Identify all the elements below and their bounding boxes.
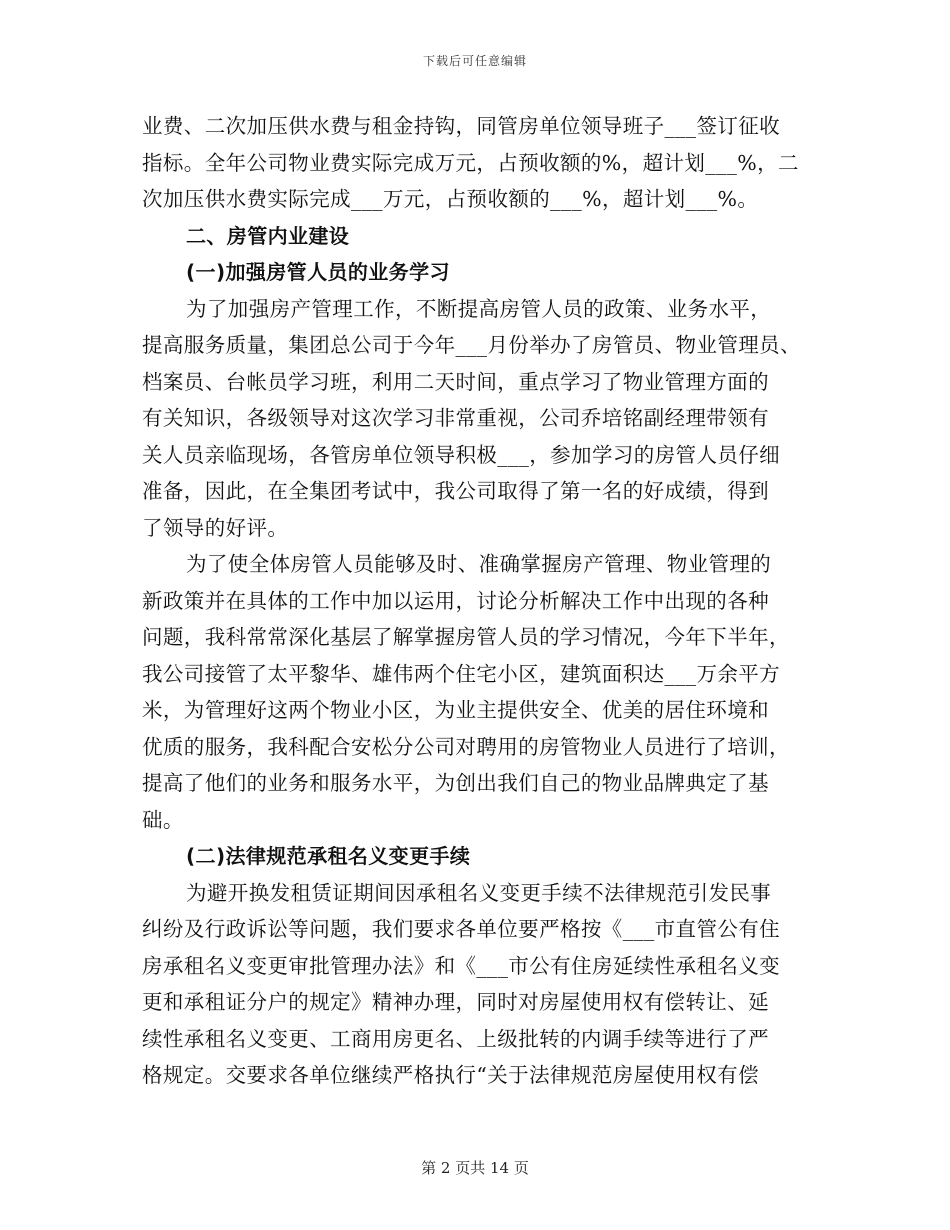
text-line: 新政策并在具体的工作中加以运用，讨论分析解决工作中出现的各种 — [142, 588, 769, 613]
page-footer: 第 2 页共 14 页 — [421, 1159, 529, 1177]
text-line: 优质的服务，我科配合安松分公司对聘用的房管物业人员进行了培训， — [142, 734, 790, 759]
text-line: 次加压供水费实际完成___万元，占预收额的___%，超计划___%。 — [142, 187, 759, 211]
text-line: 提高了他们的业务和服务水平，为创出我们自己的物业品牌典定了基 — [142, 771, 769, 795]
text-line: 续性承租名义变更、工商用房更名、上级批转的内调手续等进行了严 — [142, 1026, 769, 1051]
text-line: 我公司接管了太平黎华、雄伟两个住宅小区，建筑面积达___万余平方 — [142, 661, 781, 686]
text-line: 有关知识，各级领导对这次学习非常重视，公司乔培铭副经理带领有 — [142, 406, 769, 430]
section-heading: (一)加强房管人员的业务学习 — [186, 260, 450, 284]
section-heading: (二)法律规范承租名义变更手续 — [186, 844, 471, 868]
text-line: 档案员、台帐员学习班，利用二天时间，重点学习了物业管理方面的 — [142, 369, 769, 394]
document-body — [142, 108, 822, 1094]
text-line: 业费、二次加压供水费与租金持钩，同管房单位领导班子___签订征收 — [142, 114, 781, 138]
text-line: 为了加强房产管理工作，不断提高房管人员的政策、业务水平， — [186, 296, 772, 321]
section-heading: 二、房管内业建设 — [186, 223, 350, 248]
text-line: 指标。全年公司物业费实际完成万元，占预收额的%，超计划___%，二 — [142, 150, 799, 175]
text-line: 关人员亲临现场，各管房单位领导积极___，参加学习的房管人员仔细 — [142, 442, 781, 467]
text-line: 房承租名义变更审批管理办法》和《___市公有住房延续性承租名义变 — [142, 953, 781, 978]
text-line: 为了使全体房管人员能够及时、准确掌握房产管理、物业管理的 — [186, 552, 772, 576]
text-line: 格规定。交要求各单位继续严格执行“关于法律规范房屋使用权有偿 — [142, 1063, 759, 1087]
text-line: 问题，我科常常深化基层了解掌握房管人员的学习情况，今年下半年， — [142, 625, 790, 649]
text-line: 为避开换发租赁证期间因承租名义变更手续不法律规范引发民事 — [186, 880, 772, 905]
text-line: 提高服务质量，集团总公司于今年___月份举办了房管员、物业管理员、 — [142, 333, 801, 357]
text-line: 纠纷及行政诉讼等问题，我们要求各单位要严格按《___市直管公有住 — [142, 917, 781, 941]
text-line: 更和承租证分户的规定》精神办理，同时对房屋使用权有偿转让、延 — [142, 990, 769, 1014]
text-line: 了领导的好评。 — [142, 515, 289, 540]
page-header: 下载后可任意编辑 — [422, 54, 527, 68]
text-line: 准备，因此，在全集团考试中，我公司取得了第一名的好成绩，得到 — [142, 479, 769, 503]
text-line: 础。 — [142, 807, 184, 832]
text-line: 米，为管理好这两个物业小区，为业主提供安全、优美的居住环境和 — [142, 698, 769, 722]
